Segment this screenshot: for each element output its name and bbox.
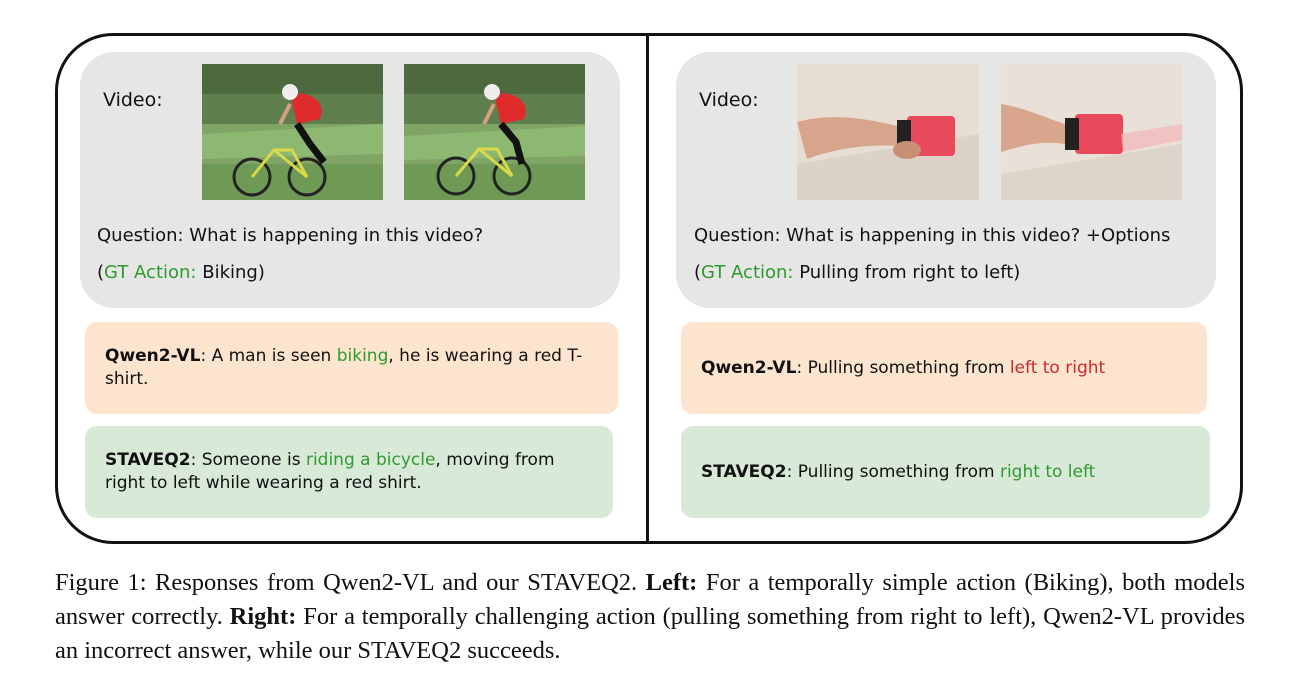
left-qwen-sep: :: [200, 346, 212, 366]
right-qwen-answer: [681, 322, 1207, 414]
left-qwen-text: [105, 345, 598, 391]
caption-right-text: For a temporally challenging action (pulling something from right to left), Qwen2-VL provides an incorrect answer, while our STAVEQ2 succeeds.: [55, 603, 1245, 664]
bottle-frame-2: [1001, 64, 1182, 200]
left-staveq-highlight: riding a bicycle: [305, 450, 436, 470]
right-staveq-highlight: right to left: [999, 461, 1096, 482]
left-staveq-text: [105, 449, 593, 495]
left-staveq-model: STAVEQ2: [105, 450, 191, 470]
right-video-label: Video:: [699, 89, 759, 111]
left-video-label: Video:: [103, 89, 163, 111]
left-staveq-post: , moving from right to left while wearing a red shirt.: [105, 450, 555, 493]
caption-left-text: For a temporally simple action (Biking), both models answer correctly.: [55, 569, 1246, 630]
left-qwen-pre: A man is seen: [211, 346, 337, 366]
right-gt-key: GT Action:: [701, 262, 794, 283]
left-gt-action: [97, 262, 265, 283]
left-staveq-answer: [85, 426, 613, 518]
right-qwen-highlight: left to right: [1009, 357, 1106, 378]
left-question: Question: What is happening in this video?: [97, 225, 484, 246]
right-staveq-answer: [681, 426, 1210, 518]
caption-lead: Figure 1: Responses from Qwen2-VL and our STAVEQ2.: [55, 569, 646, 596]
bottle-frame-1: [797, 64, 979, 200]
caption-right-key: Right:: [229, 603, 297, 630]
right-gt-action: [694, 262, 1020, 283]
left-gt-value: Biking): [196, 262, 265, 283]
right-qwen-pre: Pulling something from: [807, 357, 1010, 378]
left-qwen-model: Qwen2-VL: [105, 346, 201, 366]
right-staveq-model: STAVEQ2: [701, 461, 787, 482]
right-staveq-pre: Pulling something from: [797, 461, 1000, 482]
right-staveq-text: [701, 461, 1095, 484]
figure-caption: [55, 566, 1245, 668]
caption-left-key: Left:: [645, 569, 698, 596]
left-gt-open: (: [97, 262, 105, 283]
right-staveq-sep: :: [786, 461, 798, 482]
left-staveq-pre: Someone is: [201, 450, 306, 470]
left-qwen-highlight: biking: [336, 346, 389, 366]
right-question: Question: What is happening in this video? +Options: [694, 225, 1171, 246]
biking-frame-2: [404, 64, 585, 200]
left-gt-key: GT Action:: [104, 262, 197, 283]
panel-divider: [646, 34, 649, 544]
right-qwen-sep: :: [796, 357, 808, 378]
right-gt-open: (: [694, 262, 702, 283]
biking-frame-1: [202, 64, 383, 200]
left-qwen-post: , he is wearing a red T-shirt.: [105, 346, 583, 389]
left-staveq-sep: :: [190, 450, 202, 470]
right-qwen-model: Qwen2-VL: [701, 357, 797, 378]
right-gt-value: Pulling from right to left): [793, 262, 1021, 283]
right-qwen-text: [701, 357, 1105, 380]
left-qwen-answer: [85, 322, 618, 414]
